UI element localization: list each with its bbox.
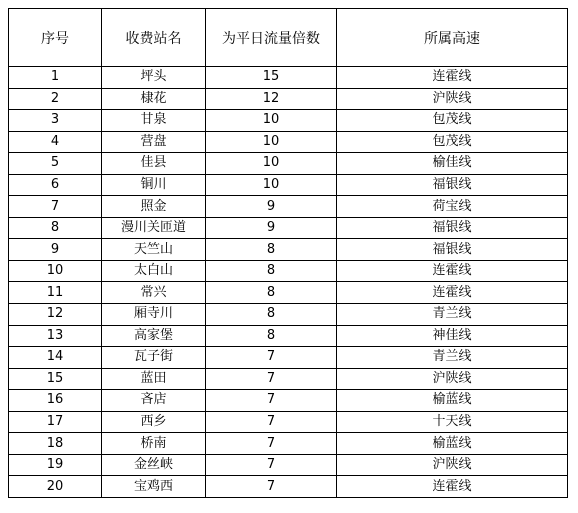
table-row bbox=[9, 454, 568, 476]
cell-traffic-multiple: 7 bbox=[206, 347, 337, 369]
cell-highway: 榆佳线 bbox=[337, 153, 568, 175]
cell-highway: 沪陕线 bbox=[337, 88, 568, 110]
cell-traffic-multiple: 10 bbox=[206, 131, 337, 153]
cell-highway: 青兰线 bbox=[337, 304, 568, 326]
cell-index: 20 bbox=[9, 476, 102, 498]
cell-highway: 福银线 bbox=[337, 217, 568, 239]
table-row bbox=[9, 304, 568, 326]
table-row bbox=[9, 325, 568, 347]
cell-traffic-multiple: 10 bbox=[206, 153, 337, 175]
cell-station-name: 瓦子街 bbox=[102, 347, 206, 369]
cell-traffic-multiple: 8 bbox=[206, 260, 337, 282]
table-row bbox=[9, 476, 568, 498]
cell-highway: 荷宝线 bbox=[337, 196, 568, 218]
cell-station-name: 金丝峡 bbox=[102, 454, 206, 476]
cell-station-name: 照金 bbox=[102, 196, 206, 218]
cell-traffic-multiple: 8 bbox=[206, 325, 337, 347]
cell-index: 5 bbox=[9, 153, 102, 175]
cell-station-name: 宝鸡西 bbox=[102, 476, 206, 498]
cell-index: 15 bbox=[9, 368, 102, 390]
cell-highway: 包茂线 bbox=[337, 110, 568, 132]
table-row bbox=[9, 217, 568, 239]
cell-station-name: 常兴 bbox=[102, 282, 206, 304]
cell-highway: 沪陕线 bbox=[337, 368, 568, 390]
cell-traffic-multiple: 7 bbox=[206, 368, 337, 390]
cell-highway: 福银线 bbox=[337, 174, 568, 196]
toll-station-table bbox=[8, 8, 568, 498]
header-index: 序号 bbox=[9, 9, 102, 67]
cell-highway: 连霍线 bbox=[337, 260, 568, 282]
cell-index: 19 bbox=[9, 454, 102, 476]
cell-highway: 青兰线 bbox=[337, 347, 568, 369]
cell-index: 16 bbox=[9, 390, 102, 412]
table-row bbox=[9, 67, 568, 89]
cell-highway: 十天线 bbox=[337, 411, 568, 433]
cell-traffic-multiple: 7 bbox=[206, 411, 337, 433]
cell-index: 11 bbox=[9, 282, 102, 304]
cell-traffic-multiple: 9 bbox=[206, 217, 337, 239]
cell-index: 1 bbox=[9, 67, 102, 89]
cell-traffic-multiple: 8 bbox=[206, 282, 337, 304]
table-row bbox=[9, 131, 568, 153]
cell-index: 6 bbox=[9, 174, 102, 196]
cell-station-name: 铜川 bbox=[102, 174, 206, 196]
cell-index: 8 bbox=[9, 217, 102, 239]
table-row bbox=[9, 347, 568, 369]
table-row bbox=[9, 239, 568, 261]
cell-highway: 榆蓝线 bbox=[337, 433, 568, 455]
cell-station-name: 蓝田 bbox=[102, 368, 206, 390]
header-station-name: 收费站名 bbox=[102, 9, 206, 67]
header-traffic-multiple: 为平日流量倍数 bbox=[206, 9, 337, 67]
cell-index: 14 bbox=[9, 347, 102, 369]
header-highway: 所属高速 bbox=[337, 9, 568, 67]
cell-highway: 连霍线 bbox=[337, 476, 568, 498]
cell-station-name: 漫川关匝道 bbox=[102, 217, 206, 239]
table-row bbox=[9, 153, 568, 175]
cell-traffic-multiple: 10 bbox=[206, 174, 337, 196]
cell-station-name: 棣花 bbox=[102, 88, 206, 110]
cell-traffic-multiple: 7 bbox=[206, 433, 337, 455]
cell-index: 12 bbox=[9, 304, 102, 326]
cell-station-name: 西乡 bbox=[102, 411, 206, 433]
cell-traffic-multiple: 12 bbox=[206, 88, 337, 110]
cell-traffic-multiple: 10 bbox=[206, 110, 337, 132]
cell-index: 17 bbox=[9, 411, 102, 433]
cell-index: 13 bbox=[9, 325, 102, 347]
cell-station-name: 甘泉 bbox=[102, 110, 206, 132]
cell-highway: 连霍线 bbox=[337, 282, 568, 304]
cell-index: 4 bbox=[9, 131, 102, 153]
cell-traffic-multiple: 8 bbox=[206, 304, 337, 326]
cell-station-name: 营盘 bbox=[102, 131, 206, 153]
cell-station-name: 厢寺川 bbox=[102, 304, 206, 326]
cell-highway: 连霍线 bbox=[337, 67, 568, 89]
cell-index: 9 bbox=[9, 239, 102, 261]
cell-traffic-multiple: 9 bbox=[206, 196, 337, 218]
table-row bbox=[9, 196, 568, 218]
table-row bbox=[9, 433, 568, 455]
table-header-row bbox=[9, 9, 568, 67]
cell-station-name: 太白山 bbox=[102, 260, 206, 282]
table-row bbox=[9, 411, 568, 433]
table-row bbox=[9, 88, 568, 110]
table-row bbox=[9, 110, 568, 132]
cell-station-name: 坪头 bbox=[102, 67, 206, 89]
cell-station-name: 天竺山 bbox=[102, 239, 206, 261]
cell-station-name: 佳县 bbox=[102, 153, 206, 175]
cell-traffic-multiple: 7 bbox=[206, 476, 337, 498]
cell-highway: 包茂线 bbox=[337, 131, 568, 153]
table-row bbox=[9, 174, 568, 196]
cell-highway: 神佳线 bbox=[337, 325, 568, 347]
cell-index: 2 bbox=[9, 88, 102, 110]
cell-highway: 福银线 bbox=[337, 239, 568, 261]
cell-index: 7 bbox=[9, 196, 102, 218]
cell-index: 3 bbox=[9, 110, 102, 132]
cell-index: 10 bbox=[9, 260, 102, 282]
cell-highway: 榆蓝线 bbox=[337, 390, 568, 412]
table-row bbox=[9, 260, 568, 282]
cell-station-name: 桥南 bbox=[102, 433, 206, 455]
table-row bbox=[9, 282, 568, 304]
cell-traffic-multiple: 7 bbox=[206, 390, 337, 412]
cell-highway: 沪陕线 bbox=[337, 454, 568, 476]
cell-traffic-multiple: 7 bbox=[206, 454, 337, 476]
table-body bbox=[9, 67, 568, 498]
cell-station-name: 高家堡 bbox=[102, 325, 206, 347]
table-row bbox=[9, 390, 568, 412]
cell-traffic-multiple: 15 bbox=[206, 67, 337, 89]
cell-index: 18 bbox=[9, 433, 102, 455]
cell-traffic-multiple: 8 bbox=[206, 239, 337, 261]
table-row bbox=[9, 368, 568, 390]
cell-station-name: 吝店 bbox=[102, 390, 206, 412]
